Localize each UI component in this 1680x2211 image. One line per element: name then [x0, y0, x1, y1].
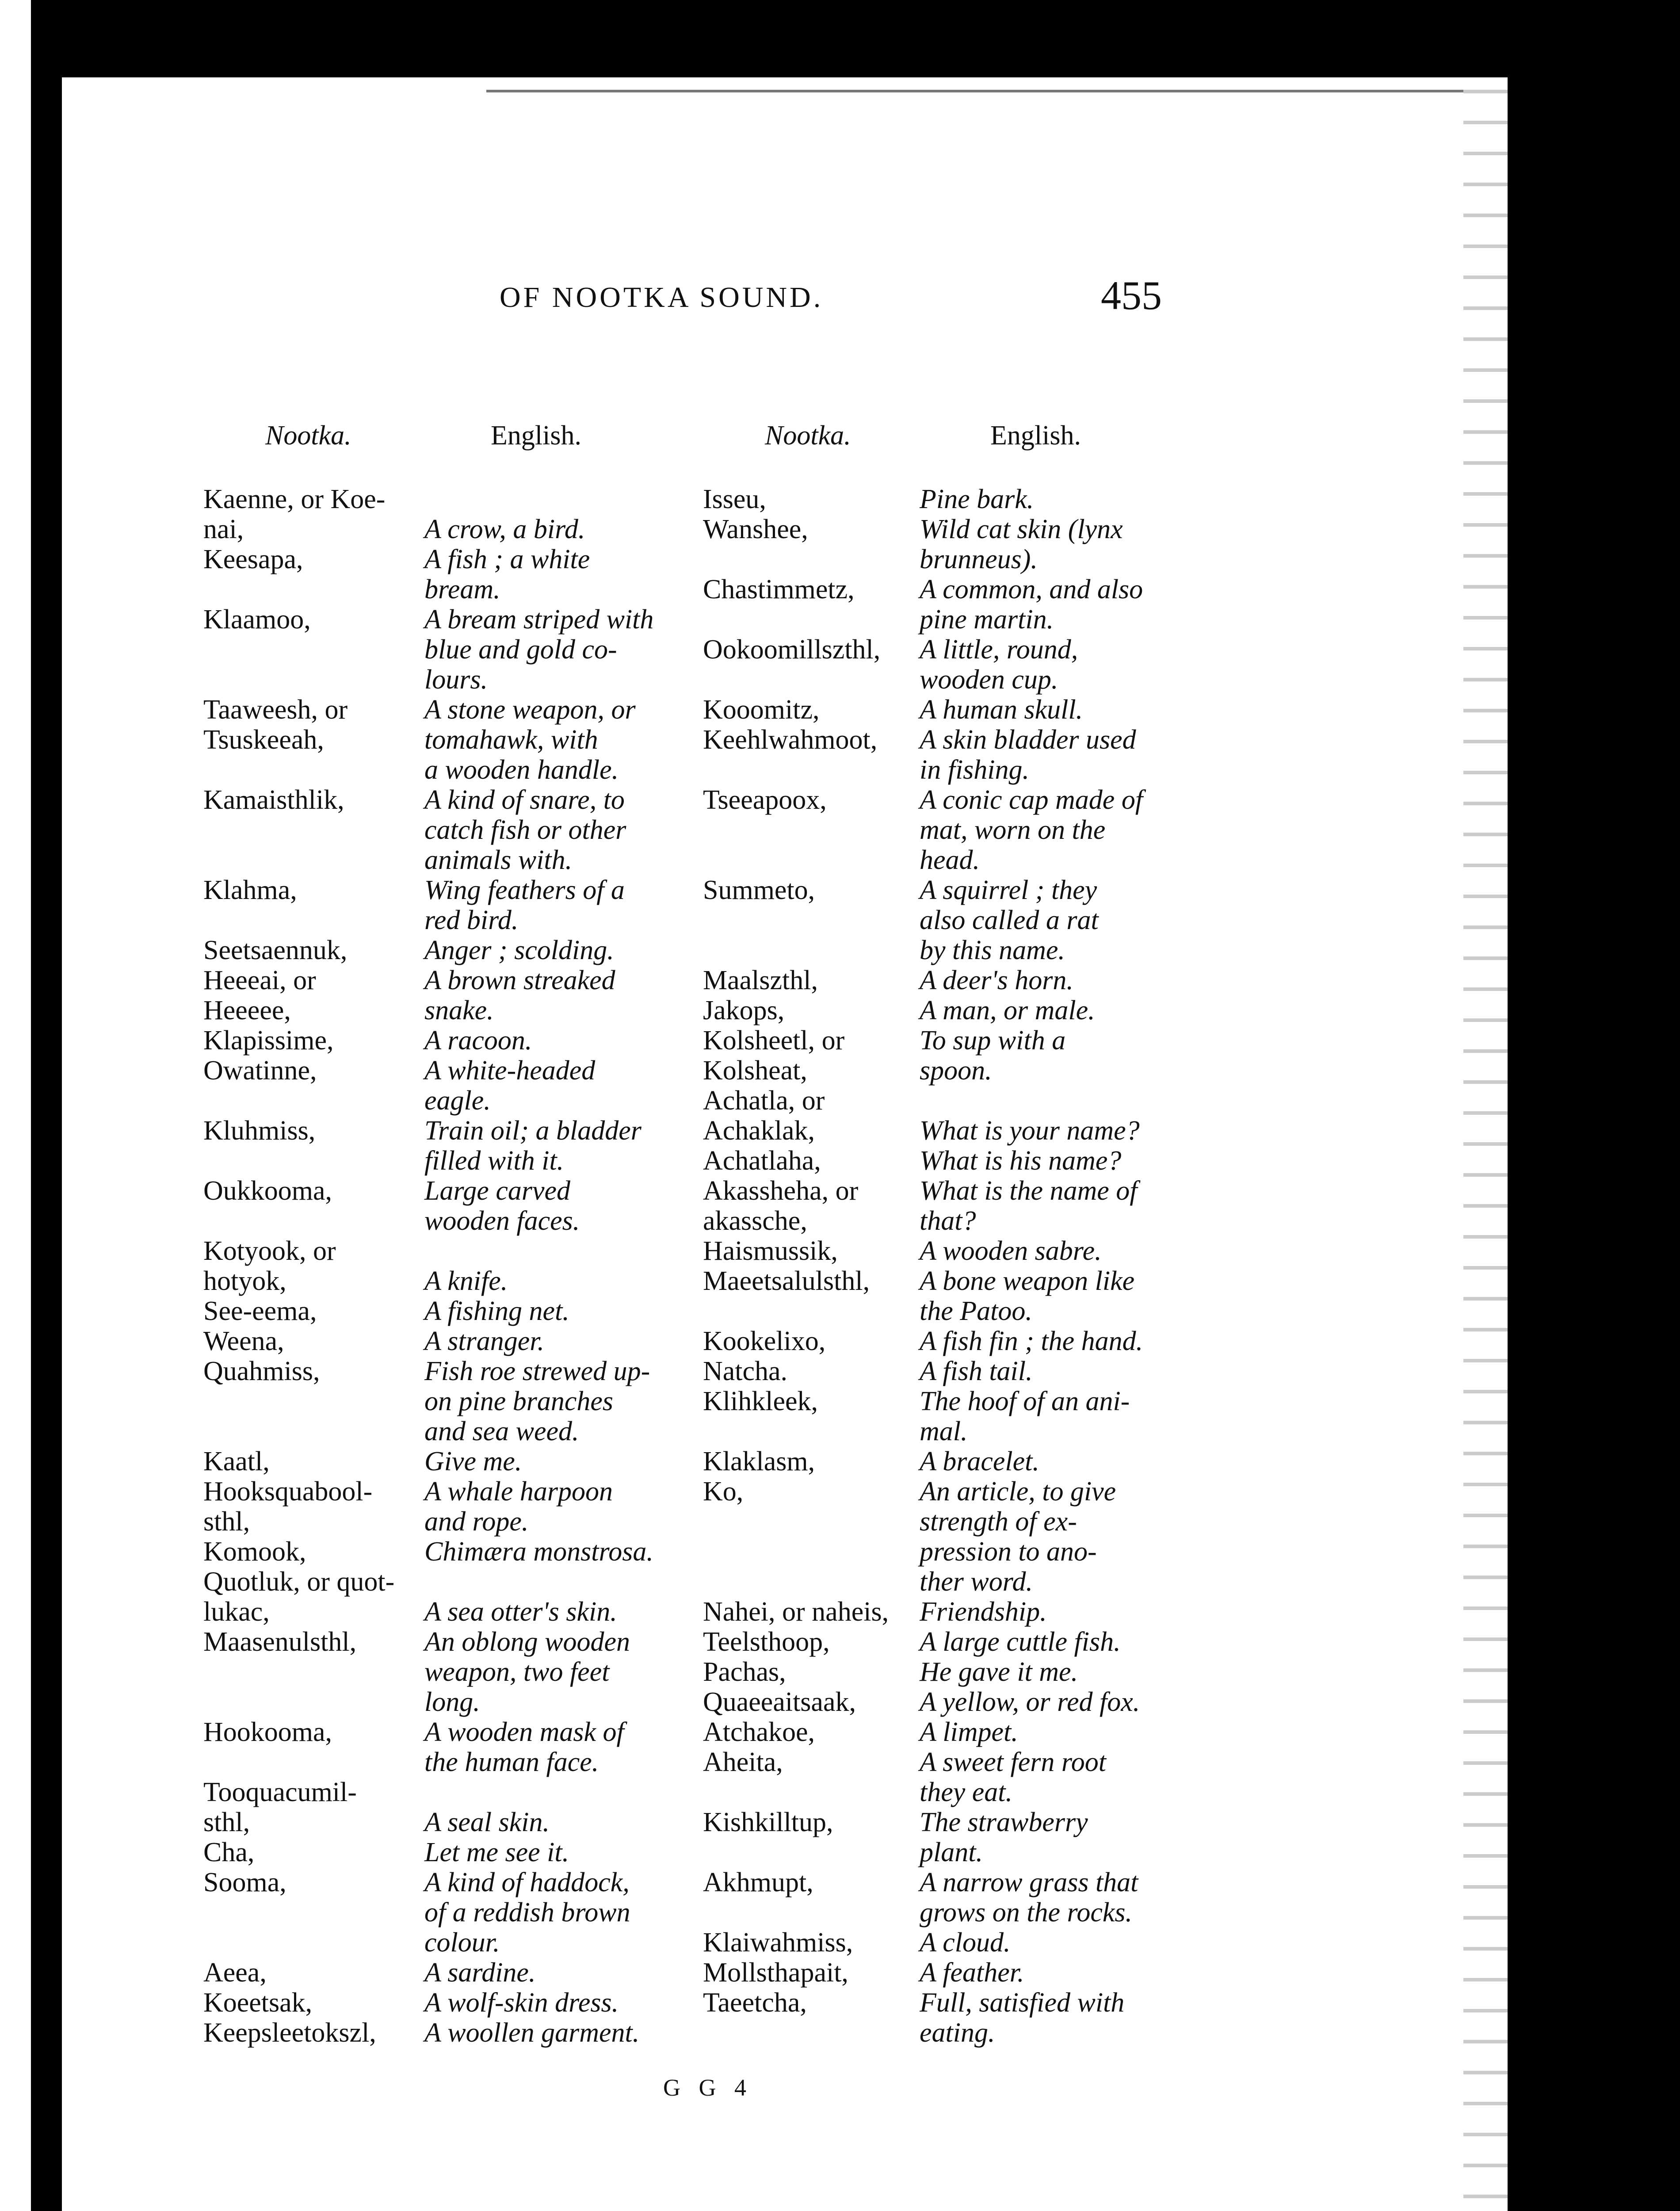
nootka-word: Keehlwahmoot,: [703, 725, 878, 755]
nootka-word: Natcha.: [703, 1356, 788, 1386]
page-edge-strip: [1459, 77, 1508, 2211]
nootka-word: Aheita,: [703, 1747, 783, 1777]
english-gloss: [424, 935, 690, 965]
english-translation: A man, or male.: [920, 995, 1095, 1025]
nootka-term: [203, 1958, 433, 1988]
nootka-term: [703, 1146, 933, 1176]
english-translation: Give me.: [424, 1446, 522, 1477]
english-gloss: [424, 1958, 690, 1988]
nootka-word: Ko,: [703, 1477, 744, 1507]
nootka-term: [703, 1928, 933, 1958]
english-gloss: [424, 1296, 690, 1326]
nootka-term: [203, 1867, 433, 1897]
nootka-word: Kookelixo,: [703, 1326, 826, 1356]
nootka-word: Kooomitz,: [703, 695, 820, 725]
nootka-term: [703, 1867, 933, 1897]
english-gloss: [920, 1025, 1203, 1086]
nootka-term: [203, 1296, 433, 1326]
english-translation: A large cuttle fish.: [920, 1627, 1121, 1657]
english-gloss: [424, 875, 690, 935]
nootka-word: Kluhmiss,: [203, 1116, 316, 1146]
english-gloss: [424, 1627, 690, 1717]
nootka-term: [703, 1747, 933, 1777]
english-translation: A common, and also pine martin.: [920, 574, 1143, 635]
english-gloss: [920, 1988, 1203, 2048]
nootka-word: Sooma,: [203, 1867, 286, 1897]
english-gloss: [920, 1867, 1203, 1928]
english-translation: A sweet fern root they eat.: [920, 1747, 1106, 1807]
english-gloss: [920, 1266, 1203, 1326]
english-gloss: [920, 514, 1203, 574]
nootka-word: Klaiwahmiss,: [703, 1928, 853, 1958]
nootka-term: [203, 1988, 433, 2018]
nootka-term: [203, 1777, 433, 1837]
english-gloss: [920, 1086, 1203, 1146]
english-translation: A yellow, or red fox.: [920, 1687, 1140, 1717]
nootka-term: [203, 484, 433, 544]
english-gloss: [920, 1657, 1203, 1687]
english-gloss: [424, 785, 690, 875]
nootka-word: Klihkleek,: [703, 1386, 818, 1416]
english-translation: A crow, a bird.: [424, 514, 585, 544]
english-gloss: [424, 544, 690, 604]
nootka-term: [703, 875, 933, 905]
english-translation: Friendship.: [920, 1597, 1047, 1627]
nootka-term: [203, 1176, 433, 1206]
english-translation: What is your name?: [920, 1116, 1140, 1146]
english-translation: A racoon.: [424, 1025, 532, 1056]
nootka-term: [203, 1356, 433, 1386]
english-gloss: [424, 1326, 690, 1356]
english-gloss: [920, 1446, 1203, 1477]
english-gloss: [920, 725, 1203, 785]
english-gloss: [920, 965, 1203, 995]
english-gloss: [424, 1777, 690, 1837]
english-translation: Wing feathers of a red bird.: [424, 875, 625, 935]
nootka-word: Heeeai, or Heeeee,: [203, 965, 316, 1025]
nootka-term: [703, 514, 933, 544]
english-gloss: [920, 1386, 1203, 1446]
nootka-term: [203, 1477, 433, 1537]
nootka-word: Atchakoe,: [703, 1717, 815, 1747]
english-translation: A wolf-skin dress.: [424, 1988, 619, 2018]
english-translation: A little, round, wooden cup.: [920, 635, 1078, 695]
nootka-term: [203, 544, 433, 574]
english-translation: He gave it me.: [920, 1657, 1078, 1687]
nootka-term: [203, 1567, 433, 1627]
english-translation: A conic cap made of mat, worn on the head.: [920, 785, 1143, 875]
english-gloss: [424, 1988, 690, 2018]
english-gloss: [424, 1056, 690, 1116]
english-translation: A stranger.: [424, 1326, 545, 1356]
english-gloss: [424, 1236, 690, 1296]
nootka-word: Klaamoo,: [203, 604, 311, 635]
english-gloss: [424, 695, 690, 785]
english-translation: Train oil; a bladder filled with it.: [424, 1116, 641, 1176]
nootka-term: [203, 1537, 433, 1567]
nootka-term: [703, 995, 933, 1025]
english-gloss: [920, 1236, 1203, 1266]
nootka-word: Quotluk, or quot- lukac,: [203, 1567, 395, 1627]
nootka-term: [703, 1958, 933, 1988]
nootka-word: Oukkooma,: [203, 1176, 332, 1206]
book-page: [62, 77, 1463, 2211]
nootka-term: [703, 785, 933, 815]
nootka-word: Taeetcha,: [703, 1988, 807, 2018]
nootka-term: [703, 695, 933, 725]
english-translation: The hoof of an ani- mal.: [920, 1386, 1130, 1446]
english-translation: What is his name?: [920, 1146, 1122, 1176]
nootka-word: Quaeeaitsaak,: [703, 1687, 856, 1717]
english-gloss: [424, 1477, 690, 1537]
nootka-word: Quahmiss,: [203, 1356, 320, 1386]
english-gloss: [920, 1597, 1203, 1627]
column-header-english-left: English.: [491, 421, 581, 451]
nootka-word: Pachas,: [703, 1657, 786, 1687]
nootka-word: See-eema,: [203, 1296, 317, 1326]
nootka-term: [203, 875, 433, 905]
english-gloss: [920, 1146, 1203, 1176]
english-translation: A sardine.: [424, 1958, 536, 1988]
english-translation: Full, satisfied with eating.: [920, 1988, 1125, 2048]
english-gloss: [920, 484, 1203, 514]
english-gloss: [424, 1116, 690, 1176]
english-translation: A wooden mask of the human face.: [424, 1717, 624, 1777]
english-gloss: [424, 1537, 690, 1567]
nootka-term: [703, 1988, 933, 2018]
english-translation: A narrow grass that grows on the rocks.: [920, 1867, 1138, 1928]
nootka-word: Klaklasm,: [703, 1446, 815, 1477]
nootka-word: Kamaisthlik,: [203, 785, 344, 815]
nootka-term: [703, 1266, 933, 1296]
english-translation: A seal skin.: [424, 1807, 550, 1837]
nootka-term: [703, 1627, 933, 1657]
nootka-word: Kaenne, or Koe- nai,: [203, 484, 386, 544]
nootka-term: [703, 1477, 933, 1507]
english-translation: A skin bladder used in fishing.: [920, 725, 1136, 785]
nootka-term: [203, 1056, 433, 1086]
running-title: OF NOOTKA SOUND.: [500, 281, 824, 314]
english-gloss: [920, 1747, 1203, 1807]
nootka-word: Achatla, or Achaklak,: [703, 1086, 825, 1146]
english-translation: The strawberry plant.: [920, 1807, 1088, 1867]
nootka-term: [703, 1236, 933, 1266]
nootka-term: [203, 1717, 433, 1747]
english-gloss: [424, 1025, 690, 1056]
english-translation: A kind of haddock, of a reddish brown colour.: [424, 1867, 630, 1958]
english-gloss: [424, 1837, 690, 1867]
nootka-term: [703, 635, 933, 665]
nootka-term: [203, 1627, 433, 1657]
english-translation: To sup with a spoon.: [920, 1025, 1066, 1086]
nootka-term: [203, 1025, 433, 1056]
nootka-word: Akhmupt,: [703, 1867, 813, 1897]
nootka-term: [703, 1446, 933, 1477]
nootka-term: [703, 1176, 933, 1236]
english-gloss: [424, 965, 690, 1025]
nootka-word: Chastimmetz,: [703, 574, 855, 604]
nootka-term: [703, 484, 933, 514]
nootka-term: [703, 1717, 933, 1747]
nootka-word: Nahei, or naheis,: [703, 1597, 889, 1627]
nootka-word: Kolsheetl, or Kolsheat,: [703, 1025, 845, 1086]
english-translation: A fish fin ; the hand.: [920, 1326, 1143, 1356]
english-gloss: [424, 1446, 690, 1477]
nootka-word: Mollsthapait,: [703, 1958, 848, 1988]
english-translation: A kind of snare, to catch fish or other animals with.: [424, 785, 626, 875]
english-translation: A woollen garment.: [424, 2018, 640, 2048]
english-gloss: [920, 1958, 1203, 1988]
english-translation: A sea otter's skin.: [424, 1597, 617, 1627]
english-translation: A knife.: [424, 1266, 508, 1296]
nootka-term: [203, 604, 433, 635]
nootka-word: Teelsthoop,: [703, 1627, 830, 1657]
english-gloss: [424, 484, 690, 544]
english-translation: Large carved wooden faces.: [424, 1176, 580, 1236]
nootka-word: Keesapa,: [203, 544, 303, 574]
english-translation: A human skull.: [920, 695, 1083, 725]
nootka-term: [203, 2018, 433, 2048]
english-translation: A white-headed eagle.: [424, 1056, 596, 1116]
english-translation: A bream striped with blue and gold co- lours.: [424, 604, 654, 695]
column-header-nootka-right: Nootka.: [765, 421, 851, 451]
nootka-word: Akassheha, or akassche,: [703, 1176, 859, 1236]
english-translation: A cloud.: [920, 1928, 1011, 1958]
english-translation: A fishing net.: [424, 1296, 569, 1326]
nootka-word: Maeetsalulsthl,: [703, 1266, 870, 1296]
english-translation: A bone weapon like the Patoo.: [920, 1266, 1135, 1326]
english-translation: A feather.: [920, 1958, 1024, 1988]
nootka-word: Klapissime,: [203, 1025, 334, 1056]
nootka-word: Hooksquabool- sthl,: [203, 1477, 373, 1537]
nootka-term: [703, 1356, 933, 1386]
nootka-term: [703, 1386, 933, 1416]
english-gloss: [920, 875, 1203, 965]
nootka-word: Komook,: [203, 1537, 306, 1567]
nootka-term: [203, 1236, 433, 1296]
nootka-term: [203, 1326, 433, 1356]
nootka-word: Tooquacumil- sthl,: [203, 1777, 357, 1837]
english-translation: What is the name of that?: [920, 1176, 1138, 1236]
english-gloss: [920, 1176, 1203, 1236]
english-translation: A wooden sabre.: [920, 1236, 1102, 1266]
page-number: 455: [1101, 273, 1162, 318]
signature-mark: G G 4: [663, 2074, 752, 2101]
english-translation: Pine bark.: [920, 484, 1034, 514]
english-gloss: [920, 695, 1203, 725]
english-gloss: [920, 1928, 1203, 1958]
english-gloss: [920, 635, 1203, 695]
english-translation: A bracelet.: [920, 1446, 1039, 1477]
top-rule: [486, 90, 1463, 92]
nootka-term: [703, 574, 933, 604]
column-header-nootka-left: Nootka.: [265, 421, 351, 451]
english-gloss: [920, 1356, 1203, 1386]
left-margin-strip: [0, 0, 31, 2211]
english-translation: Anger ; scolding.: [424, 935, 614, 965]
nootka-word: Kotyook, or hotyok,: [203, 1236, 336, 1296]
nootka-word: Kishkilltup,: [703, 1807, 833, 1837]
nootka-word: Jakops,: [703, 995, 785, 1025]
nootka-term: [703, 1086, 933, 1146]
nootka-word: Summeto,: [703, 875, 815, 905]
english-gloss: [424, 604, 690, 695]
nootka-word: Cha,: [203, 1837, 255, 1867]
english-gloss: [424, 1717, 690, 1777]
nootka-term: [203, 785, 433, 815]
nootka-word: Tseeapoox,: [703, 785, 827, 815]
page-header: [62, 263, 1463, 334]
nootka-term: [203, 1446, 433, 1477]
english-translation: Let me see it.: [424, 1837, 569, 1867]
english-gloss: [920, 1477, 1203, 1597]
nootka-term: [703, 1657, 933, 1687]
english-translation: An oblong wooden weapon, two feet long.: [424, 1627, 630, 1717]
english-gloss: [920, 1807, 1203, 1867]
nootka-word: Achatlaha,: [703, 1146, 821, 1176]
english-translation: A whale harpoon and rope.: [424, 1477, 613, 1537]
nootka-term: [203, 1837, 433, 1867]
nootka-term: [703, 1025, 933, 1086]
english-gloss: [920, 785, 1203, 875]
nootka-word: Seetsaennuk,: [203, 935, 347, 965]
english-translation: Wild cat skin (lynx brunneus).: [920, 514, 1123, 574]
nootka-term: [703, 1687, 933, 1717]
english-gloss: [424, 1176, 690, 1236]
nootka-word: Owatinne,: [203, 1056, 317, 1086]
nootka-word: Hookooma,: [203, 1717, 332, 1747]
nootka-word: Koeetsak,: [203, 1988, 313, 2018]
english-gloss: [424, 1356, 690, 1446]
nootka-word: Ookoomillszthl,: [703, 635, 881, 665]
column-header-english-right: English.: [990, 421, 1081, 451]
english-translation: Chimæra monstrosa.: [424, 1537, 653, 1567]
english-gloss: [920, 995, 1203, 1025]
english-translation: A fish tail.: [920, 1356, 1033, 1386]
nootka-word: Wanshee,: [703, 514, 808, 544]
english-translation: A brown streaked snake.: [424, 965, 615, 1025]
english-gloss: [920, 1326, 1203, 1356]
nootka-term: [703, 725, 933, 755]
nootka-term: [203, 935, 433, 965]
nootka-term: [203, 695, 433, 755]
english-translation: A squirrel ; they also called a rat by this name.: [920, 875, 1099, 965]
nootka-word: Maalszthl,: [703, 965, 818, 995]
english-translation: Fish roe strewed up- on pine branches and sea weed.: [424, 1356, 650, 1446]
nootka-word: Klahma,: [203, 875, 297, 905]
nootka-term: [203, 1116, 433, 1146]
nootka-word: Taaweesh, or Tsuskeeah,: [203, 695, 348, 755]
nootka-word: Isseu,: [703, 484, 766, 514]
nootka-term: [203, 965, 433, 1025]
vocabulary-list: [62, 484, 1463, 2129]
english-translation: A limpet.: [920, 1717, 1018, 1747]
english-translation: An article, to give strength of ex- pression to ano- ther word.: [920, 1477, 1116, 1597]
english-translation: A fish ; a white bream.: [424, 544, 590, 604]
nootka-term: [703, 1597, 933, 1627]
english-gloss: [424, 1567, 690, 1627]
nootka-word: Weena,: [203, 1326, 284, 1356]
nootka-term: [703, 1807, 933, 1837]
english-translation: A deer's horn.: [920, 965, 1073, 995]
english-gloss: [424, 1867, 690, 1958]
english-translation: A stone weapon, or tomahawk, with a wooden handle.: [424, 695, 636, 785]
english-gloss: [920, 574, 1203, 635]
nootka-word: Haismussik,: [703, 1236, 838, 1266]
nootka-word: Maasenulsthl,: [203, 1627, 357, 1657]
nootka-term: [703, 1326, 933, 1356]
nootka-word: Kaatl,: [203, 1446, 270, 1477]
nootka-word: Keepsleetokszl,: [203, 2018, 376, 2048]
nootka-term: [703, 965, 933, 995]
nootka-word: Aeea,: [203, 1958, 267, 1988]
english-gloss: [424, 2018, 690, 2048]
english-gloss: [920, 1687, 1203, 1717]
english-gloss: [920, 1717, 1203, 1747]
english-gloss: [920, 1627, 1203, 1657]
